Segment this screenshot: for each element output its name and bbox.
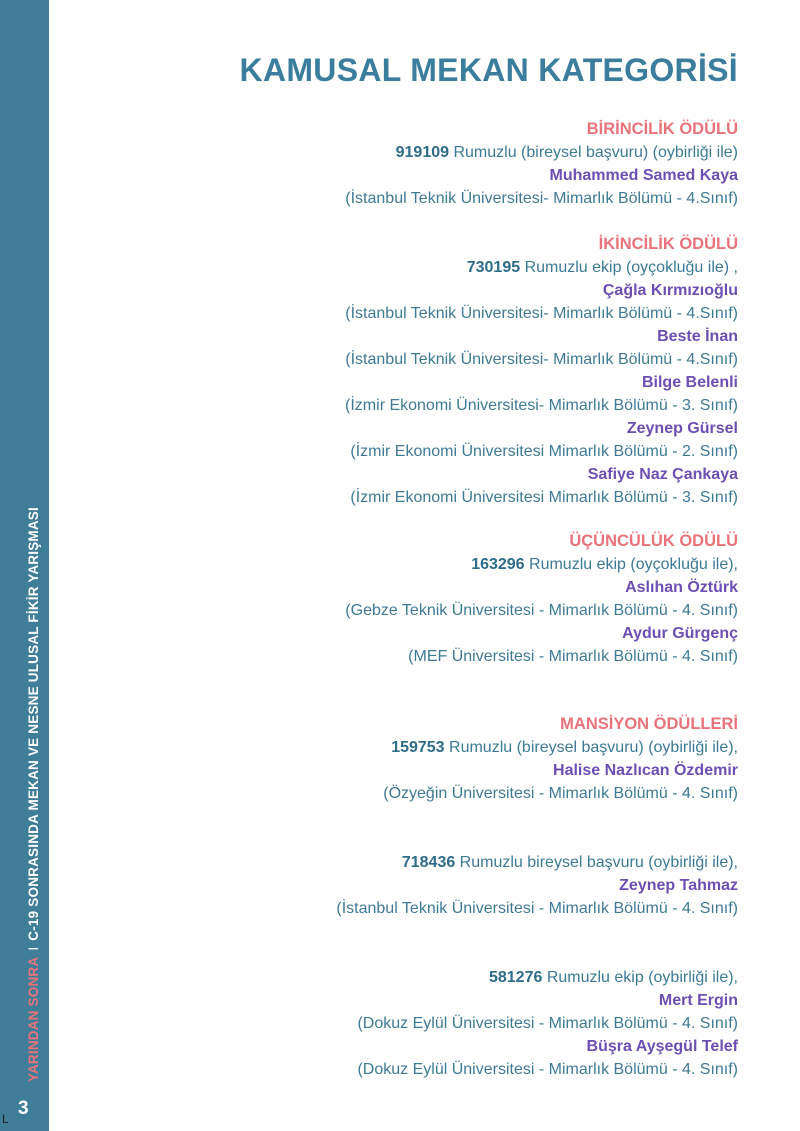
- entry-code-line: [118, 966, 738, 989]
- honorable-mention-entry: [118, 966, 738, 1081]
- award-heading: BİRİNCİLİK ÖDÜLÜ: [586, 120, 738, 138]
- member-name: Muhammed Samed Kaya: [549, 167, 738, 184]
- entry-code-line: [118, 736, 738, 759]
- entry-code: 919109: [395, 144, 450, 161]
- member-school: (İzmir Ekonomi Üniversitesi Mimarlık Bölümü - 3. Sınıf): [350, 489, 738, 506]
- entry-code-line: [118, 553, 738, 576]
- member-name: Beste İnan: [657, 328, 738, 345]
- member-name: Çağla Kırmızıoğlu: [602, 282, 738, 299]
- member-school: (Özyeğin Üniversitesi - Mimarlık Bölümü - 4. Sınıf): [383, 785, 738, 802]
- member-name: Mert Ergin: [658, 992, 738, 1009]
- entry-code: 159753: [391, 739, 445, 756]
- member-name: Aydur Gürgenç: [622, 625, 738, 642]
- sidebar-accent-text: YARINDAN SONRA: [26, 956, 41, 1082]
- award-section-first: [118, 118, 738, 210]
- award-heading: MANSİYON ÖDÜLLERİ: [560, 715, 738, 733]
- award-section-third: [118, 530, 738, 668]
- member-name: Aslıhan Öztürk: [625, 579, 738, 596]
- member-school: (İstanbul Teknik Üniversitesi- Mimarlık Bölümü - 4.Sınıf): [345, 351, 738, 368]
- entry-description: Rumuzlu ekip (oyçokluğu ile),: [524, 556, 738, 573]
- page-title: KAMUSAL MEKAN KATEGORİSİ: [239, 52, 738, 88]
- corner-mark: L: [2, 1112, 9, 1126]
- member-name: Safiye Naz Çankaya: [587, 466, 738, 483]
- sidebar-title: [24, 507, 44, 1082]
- member-school: (Gebze Teknik Üniversitesi - Mimarlık Bölümü - 4. Sınıf): [345, 602, 738, 619]
- member-name: Zeynep Tahmaz: [619, 877, 738, 894]
- member-name: Büşra Ayşegül Telef: [586, 1038, 738, 1055]
- entry-code: 718436: [401, 854, 456, 871]
- entry-description: Rumuzlu (bireysel başvuru) (oybirliği ile),: [444, 739, 738, 756]
- award-heading: İKİNCİLİK ÖDÜLÜ: [598, 235, 738, 253]
- entry-code-line: [118, 141, 738, 164]
- entry-description: Rumuzlu (bireysel başvuru) (oybirliği ile): [449, 144, 738, 161]
- entry-code: 730195: [466, 259, 521, 276]
- member-name: Zeynep Gürsel: [626, 420, 738, 437]
- honorable-mention-section: [118, 713, 738, 805]
- member-school: (Dokuz Eylül Üniversitesi - Mimarlık Bölümü - 4. Sınıf): [357, 1061, 738, 1078]
- award-section-second: [118, 233, 738, 509]
- award-heading: ÜÇÜNCÜLÜK ÖDÜLÜ: [569, 532, 738, 550]
- sidebar-main-text: C-19 SONRASINDA MEKAN VE NESNE ULUSAL FİKİR YARIŞMASI: [26, 507, 41, 941]
- member-school: (İzmir Ekonomi Üniversitesi- Mimarlık Bölümü - 3. Sınıf): [345, 397, 738, 414]
- sidebar: [0, 0, 49, 1131]
- entry-description: Rumuzlu bireysel başvuru (oybirliği ile),: [455, 854, 738, 871]
- sidebar-separator: I: [26, 946, 41, 951]
- member-school: (İzmir Ekonomi Üniversitesi Mimarlık Bölümü - 2. Sınıf): [350, 443, 738, 460]
- entry-code: 163296: [471, 556, 525, 573]
- page-number: 3: [18, 1098, 29, 1119]
- entry-description: Rumuzlu ekip (oybirliği ile),: [542, 969, 738, 986]
- entry-code-line: [118, 256, 738, 279]
- honorable-mention-entry: [118, 851, 738, 920]
- member-name: Bilge Belenli: [641, 374, 738, 391]
- member-school: (MEF Üniversitesi - Mimarlık Bölümü - 4. Sınıf): [408, 648, 738, 665]
- member-school: (İstanbul Teknik Üniversitesi- Mimarlık Bölümü - 4.Sınıf): [345, 190, 738, 207]
- member-school: (Dokuz Eylül Üniversitesi - Mimarlık Bölümü - 4. Sınıf): [357, 1015, 738, 1032]
- member-school: (İstanbul Teknik Üniversitesi - Mimarlık Bölümü - 4. Sınıf): [336, 900, 738, 917]
- entry-description: Rumuzlu ekip (oyçokluğu ile) ,: [520, 259, 738, 276]
- member-name: Halise Nazlıcan Özdemir: [553, 762, 738, 779]
- member-school: (İstanbul Teknik Üniversitesi- Mimarlık Bölümü - 4.Sınıf): [345, 305, 738, 322]
- entry-code-line: [118, 851, 738, 874]
- entry-code: 581276: [488, 969, 543, 986]
